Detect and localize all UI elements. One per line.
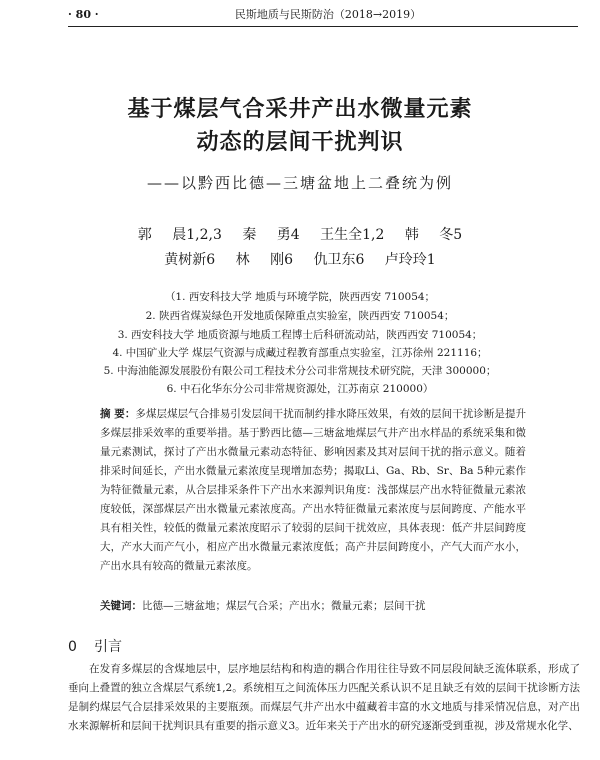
abstract: [100, 405, 526, 576]
subtitle: ——以黔西比德—三塘盆地上二叠统为例: [146, 174, 453, 192]
keywords-label: 关键词：: [100, 600, 142, 612]
section-title: 引言: [94, 639, 122, 655]
abstract-text: 多煤层煤层气合排易引发层间干扰而制约排水降压效果，有效的层间干扰诊断是提升多煤层排采效率的重要举措。基于黔西比德—三塘盆地煤层气井产出水样品的系统采集和微量元素测试，探讨了产出水微量元素动态特征、影响因素及其对层间干扰的指示意义。随着排采时间延长，产出水微量元素浓度呈现增加态势；揭取Li、Ga、Rb、Sr、Ba 5种元素作为特征微量元素，从合层排采条件下产出水来源判识角度：浅部煤层产出水特征微量元素浓度较低，深部煤层产出水微量元素浓度高。产出水特征微量元素浓度与层间跨度、产能水平具有相关性，较低的微量元素浓度昭示了较弱的层间干扰效应，具体表现：低产井层间跨度大，产水大而产气小，相应产出水微量元素浓度低；高产井层间跨度小，产气大而产水小，产出水具有较高的微量元素浓度。: [100, 408, 526, 572]
authors-line-1: 郭 晨1,2,3 秦 勇4 王生全1,2 韩 冬5: [137, 227, 463, 243]
title-line-1: 基于煤层气合采井产出水微量元素: [127, 97, 473, 122]
affiliation-5: 5. 中海油能源发展股份有限公司工程技术分公司非常规技术研究院，天津 300000；: [103, 365, 497, 377]
affiliation-3: 3. 西安科技大学 地质资源与地质工程博士后科研流动站，陕西西安 710054；: [117, 329, 483, 341]
affiliation-6: 6. 中石化华东分公司非常规资源处，江苏南京 210000）: [166, 383, 434, 395]
title-line-2: 动态的层间干扰判识: [196, 130, 404, 155]
affiliation-2: 2. 陕西省煤炭绿色开发地质保障重点实验室，陕西西安 710054；: [145, 310, 455, 322]
keywords: [100, 597, 526, 616]
authors-line-2: 黄树新6 林 刚6 仇卫东6 卢玲玲1: [164, 252, 436, 268]
page-number: · 80 ·: [68, 8, 99, 21]
intro-paragraph: 在发育多煤层的含煤地层中，层序地层结构和构造的耦合作用往往导致不同层段间缺乏流体联系，形成了垂向上叠置的独立含煤层气系统1,2。系统相互之间流体压力匹配关系认识不足且缺乏有效的层间干扰诊断方法是制约煤层气合层排采效果的主要瓶颈。而煤层气井产出水中蕴藏着丰富的水文地质与排采情况信息，对产出水来源解析和层间干扰判识具有重要的指示意义3。近年来关于产出水的研究逐渐受到重视，涉及常规水化学、: [68, 663, 580, 732]
journal-name: 民斯地质与民斯防治（2018→2019）: [234, 8, 422, 21]
section-heading-introduction: [68, 636, 122, 656]
keywords-text: 比德—三塘盆地；煤层气合采；产出水；微量元素；层间干扰: [142, 600, 426, 612]
section-number: 0: [68, 639, 77, 655]
affiliation-4: 4. 中国矿业大学 煤层气资源与成藏过程教育部重点实验室，江苏徐州 221116；: [112, 347, 488, 359]
running-header: [68, 4, 578, 27]
abstract-label: 摘 要：: [100, 408, 136, 420]
affiliation-1: （1. 西安科技大学 地质与环境学院，陕西西安 710054；: [164, 291, 436, 303]
